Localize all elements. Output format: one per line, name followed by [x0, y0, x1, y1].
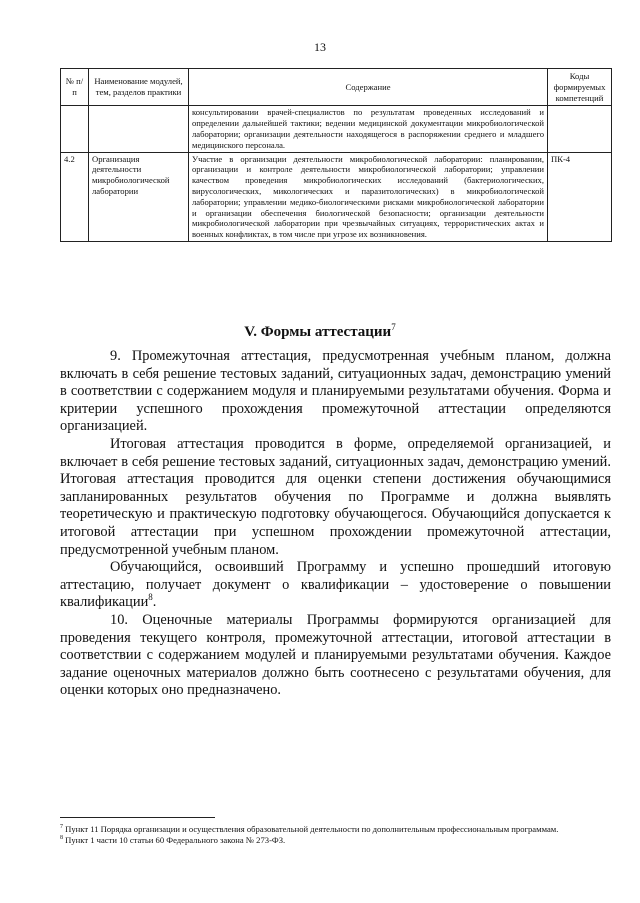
- footnote-text: Пункт 1 части 10 статьи 60 Федерального закона № 273-ФЗ.: [65, 835, 286, 845]
- cell-name: Организация деятельности микробиологической лаборатории: [89, 152, 189, 241]
- section-title: [0, 322, 640, 341]
- section-title-text: V. Формы аттестации: [244, 324, 392, 340]
- header-content: Содержание: [189, 69, 548, 106]
- footnote-divider: [60, 817, 215, 818]
- footnote-ref-7: 7: [391, 322, 396, 332]
- header-codes: Коды формируемых компетенций: [548, 69, 612, 106]
- paragraph-certificate-end: .: [152, 594, 157, 611]
- footnotes: [60, 824, 611, 846]
- curriculum-table: [60, 68, 612, 242]
- cell-name-empty: [89, 106, 189, 152]
- cell-codes: ПК-4: [548, 152, 612, 241]
- table-row: [61, 152, 612, 241]
- cell-content-continuation: консультировании врачей-специалистов по результатам проведенных исследований и определении дальнейшей тактики; ведении медицинской документации микробиологической лаборатории; организации деятельности находящегося в распоряжении среднего и младшего медицинского персонала.: [189, 106, 548, 152]
- footnote-text: Пункт 11 Порядка организации и осуществления образовательной деятельности по дополнительным профессиональным программам.: [65, 824, 559, 834]
- header-name: Наименование модулей, тем, разделов практики: [89, 69, 189, 106]
- header-num: № п/п: [61, 69, 89, 106]
- table-row: [61, 106, 612, 152]
- paragraph-final-attestation: Итоговая аттестация проводится в форме, определяемой организацией, и включает в себя решение тестовых заданий, ситуационных задач, демонстрацию умений. Итоговая аттестация проводится для оценки степени достижения обучающимися запланированных результатов обучения по Программе и должна выявлять теоретическую и практическую подготовку обучающегося. Обучающийся допускается к итоговой аттестации при успешном прохождении промежуточной аттестации, предусмотренной учебным планом.: [60, 435, 611, 558]
- body-text: [60, 348, 611, 700]
- table-header-row: [61, 69, 612, 106]
- footnote-mark: 8: [60, 835, 63, 842]
- page-number: 13: [314, 40, 326, 54]
- footnote-ref-8: 8: [148, 592, 153, 603]
- paragraph-9: 9. Промежуточная аттестация, предусмотренная учебным планом, должна включать в себя решение тестовых заданий, ситуационных задач, демонстрацию умений в соответствии с содержанием модуля и планируемыми результатами обучения. Форма и критерии успешного прохождения промежуточной аттестации определяются организацией.: [60, 348, 611, 435]
- footnote-7: [60, 824, 611, 835]
- paragraph-certificate-text: Обучающийся, освоивший Программу и успешно прошедший итоговую аттестацию, получает документ о квалификации – удостоверение о повышении квалификации: [60, 559, 611, 611]
- footnote-mark: 7: [60, 824, 63, 831]
- footnote-8: [60, 835, 611, 846]
- paragraph-certificate: [60, 559, 611, 612]
- paragraph-10: 10. Оценочные материалы Программы формируются организацией для проведения текущего контроля, промежуточной аттестации, итоговой аттестации в соответствии с содержанием модулей и планируемыми результатами обучения. Каждое задание оценочных материалов должно быть соотнесено с результатами обучения, для оценки которых оно предназначено.: [60, 611, 611, 699]
- cell-codes-empty: [548, 106, 612, 152]
- cell-num: 4.2: [61, 152, 89, 241]
- cell-content: Участие в организации деятельности микробиологической лаборатории: планировании, организации и контроле деятельности микробиологической лаборатории; управлении качеством проведения микробиологических исследований (бактериологических, вирусологических, микологических и паразитологических) в микробиологической лаборатории; управлении медико-биологическими рисками микробиологической лаборатории и организации обеспечения биологической безопасности; организации деятельности микробиологической лаборатории при чрезвычайных ситуациях, террористических актах и военных конфликтах, в том числе при угрозе их возникновения.: [189, 152, 548, 241]
- cell-num-empty: [61, 106, 89, 152]
